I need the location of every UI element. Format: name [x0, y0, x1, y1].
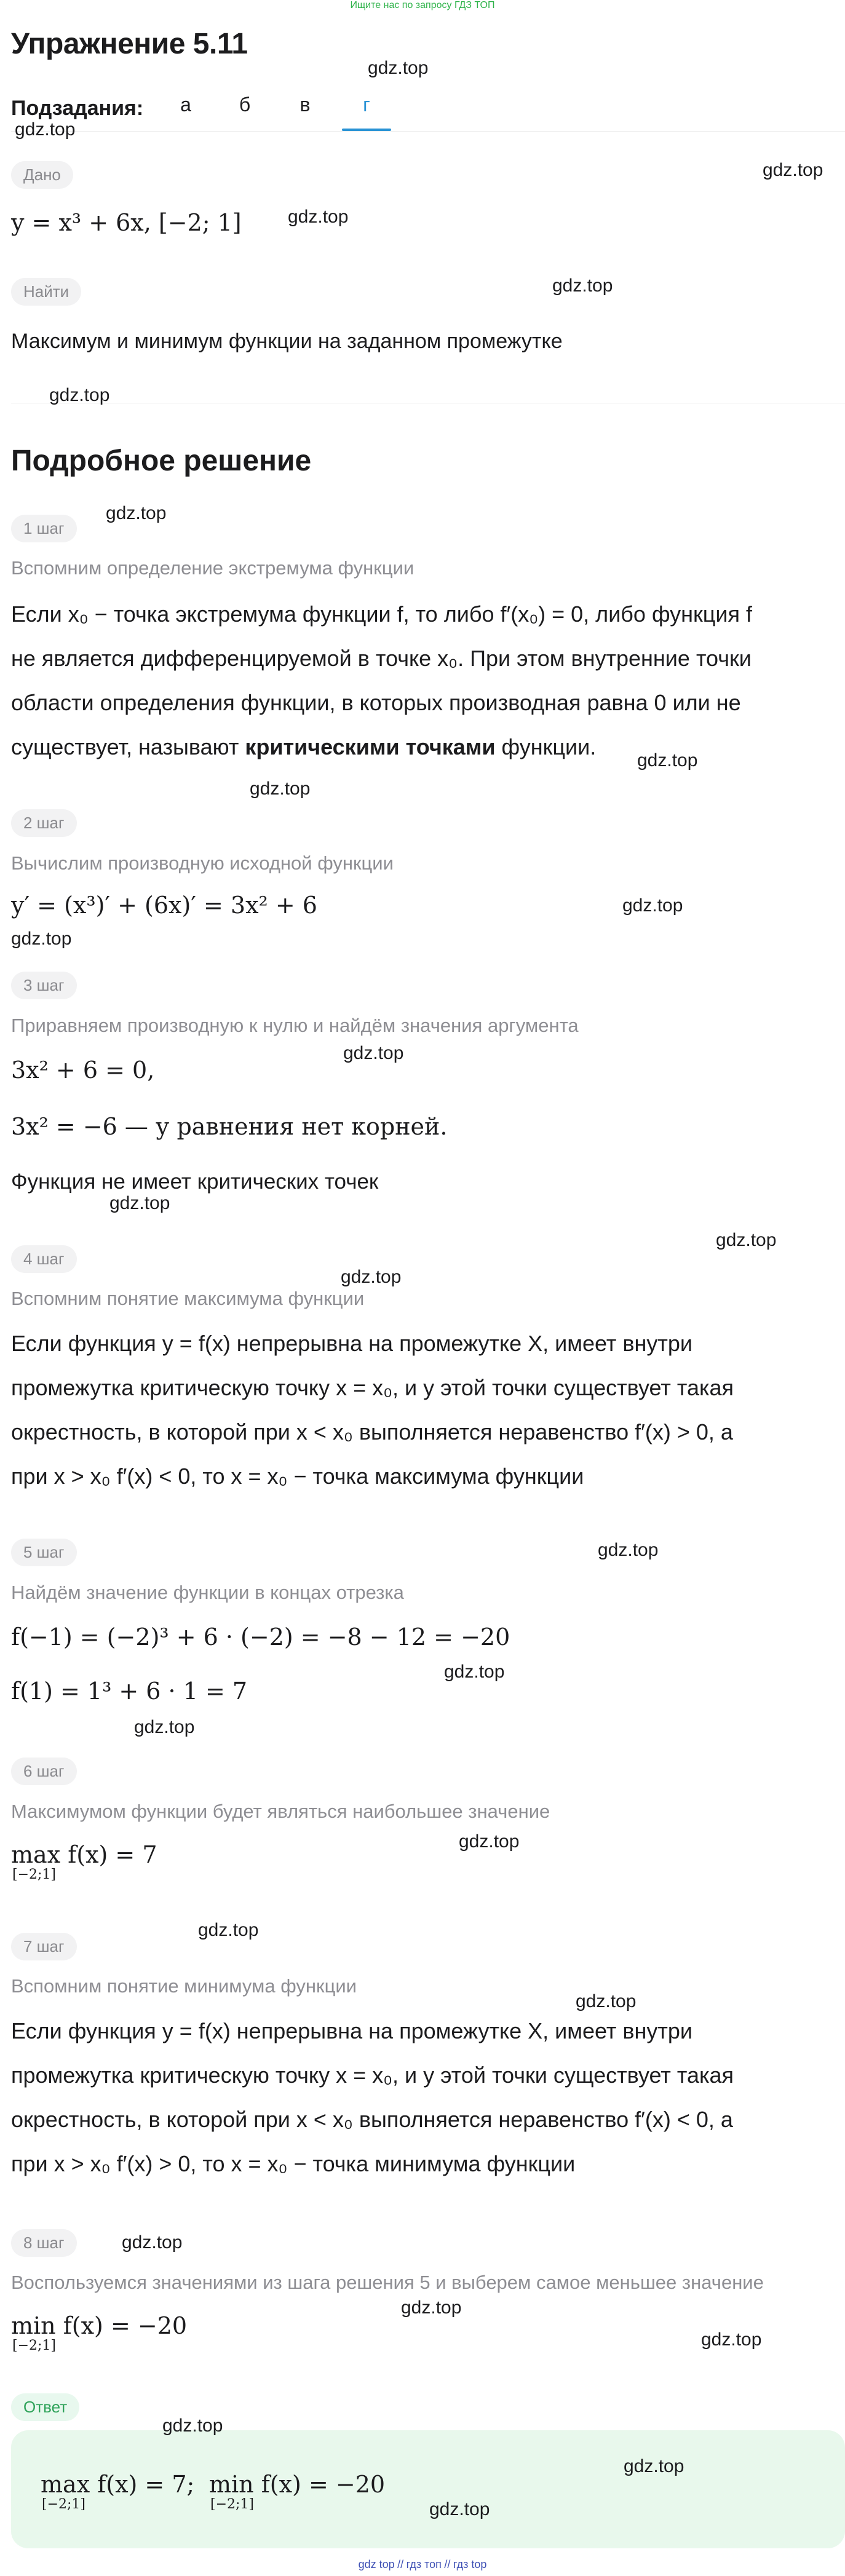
step-caption: Вспомним определение экстремума функции — [11, 557, 415, 579]
step-chip: 7 шаг — [11, 1933, 77, 1960]
answer-min: min f(x) = −20 — [209, 2471, 386, 2498]
text-line: при x > x₀ f′(x) < 0, то x = x₀ − точка максимума функции — [11, 1464, 584, 1489]
watermark: gdz.top — [701, 2329, 762, 2350]
step-caption: Вспомним понятие максимума функции — [11, 1288, 365, 1309]
watermark: gdz.top — [598, 1540, 659, 1560]
step-text — [11, 2009, 734, 2186]
watermark: gdz.top — [343, 1043, 404, 1063]
text-line: промежутка критическую точку x = x₀, и у этой точки существует такая — [11, 2063, 734, 2088]
footer-link[interactable]: gdz top — [358, 2558, 395, 2570]
watermark: gdz.top — [250, 779, 311, 799]
derivative-formula: y′ = (x³)′ + (6x)′ = 3x² + 6 — [11, 892, 317, 919]
step-chip: 1 шаг — [11, 515, 77, 542]
divider — [11, 131, 845, 132]
answer-chip: Ответ — [11, 2393, 79, 2421]
step-chip: 2 шаг — [11, 809, 77, 837]
watermark: gdz.top — [444, 1662, 505, 1682]
tab-a[interactable]: а — [180, 93, 191, 116]
min-formula: min f(x) = −20 — [11, 2312, 188, 2339]
tab-v[interactable]: в — [300, 93, 311, 116]
watermark: gdz.top — [341, 1267, 402, 1287]
footer-link[interactable]: гдз топ — [406, 2558, 442, 2570]
step-text — [11, 1322, 734, 1499]
tab-g[interactable]: г — [363, 93, 370, 116]
footer-separator: // — [397, 2558, 404, 2570]
text-line: не является дифференцируемой в точке x₀. При этом внутренние точки — [11, 646, 752, 671]
watermark: gdz.top — [106, 503, 167, 523]
given-formula: y = x³ + 6x, [−2; 1] — [11, 209, 242, 236]
step-caption: Вычислим производную исходной функции — [11, 852, 394, 874]
watermark: gdz.top — [198, 1920, 259, 1940]
subtasks-label: Подзадания: — [11, 97, 144, 120]
step-caption: Найдём значение функции в концах отрезка — [11, 1582, 404, 1603]
footer-links — [0, 2558, 845, 2571]
text-line: при x > x₀ f′(x) > 0, то x = x₀ − точка минимума функции — [11, 2151, 576, 2176]
interval-subscript: [−2;1] — [12, 1867, 57, 1882]
interval-subscript: [−2;1] — [42, 2497, 86, 2512]
step-text — [11, 592, 752, 769]
interval-subscript: [−2;1] — [210, 2497, 255, 2512]
conclusion-text: Функция не имеет критических точек — [11, 1170, 379, 1194]
interval-subscript: [−2;1] — [12, 2338, 57, 2353]
watermark: gdz.top — [622, 895, 683, 916]
answer-max: max f(x) = 7; — [41, 2471, 195, 2498]
step-caption: Вспомним понятие минимума функции — [11, 1975, 357, 1997]
text-line: области определения функции, в которых производная равна 0 или не — [11, 690, 741, 715]
max-formula: max f(x) = 7 — [11, 1841, 157, 1868]
find-text: Максимум и минимум функции на заданном промежутке — [11, 330, 563, 353]
footer-separator: // — [444, 2558, 451, 2570]
watermark: gdz.top — [134, 1717, 195, 1737]
text-line: Если x₀ − точка экстремума функции f, то либо f′(x₀) = 0, либо функция f — [11, 601, 753, 627]
footer-link[interactable]: гдз top — [453, 2558, 487, 2570]
text-line: Если функция y = f(x) непрерывна на промежутке X, имеет внутри — [11, 2018, 692, 2043]
critical-points-term: критическими точками — [245, 734, 496, 759]
page-title: Упражнение 5.11 — [11, 28, 248, 60]
step-chip: 8 шаг — [11, 2229, 77, 2257]
equation: 3x² + 6 = 0, — [11, 1056, 155, 1084]
watermark: gdz.top — [429, 2499, 490, 2519]
solution-title: Подробное решение — [11, 445, 312, 477]
step-caption: Приравняем производную к нулю и найдём значения аргумента — [11, 1015, 579, 1036]
given-chip: Дано — [11, 161, 73, 189]
step-caption: Воспользуемся значениями из шага решения 5 и выберем самое меньшее значение — [11, 2272, 764, 2293]
watermark: gdz.top — [624, 2456, 684, 2476]
tab-b[interactable]: б — [239, 93, 251, 116]
watermark: gdz.top — [763, 160, 823, 180]
watermark: gdz.top — [576, 1991, 637, 2011]
step-caption: Максимумом функции будет являться наибольшее значение — [11, 1801, 550, 1822]
watermark: gdz.top — [401, 2297, 462, 2318]
find-chip: Найти — [11, 278, 81, 306]
watermark: gdz.top — [637, 750, 698, 771]
watermark: gdz.top — [162, 2415, 223, 2436]
step-chip: 6 шаг — [11, 1758, 77, 1785]
text-line: промежутка критическую точку x = x₀, и у этой точки существует такая — [11, 1375, 734, 1400]
watermark: gdz.top — [109, 1193, 170, 1213]
watermark: gdz.top — [552, 275, 613, 296]
text-part: функции. — [495, 734, 597, 759]
watermark: gdz.top — [368, 58, 429, 78]
text-line: окрестность, в которой при x < x₀ выполняется неравенство f′(x) > 0, а — [11, 1419, 733, 1445]
watermark: gdz.top — [15, 119, 76, 140]
step-chip: 3 шаг — [11, 972, 77, 999]
watermark: gdz.top — [49, 385, 110, 405]
step-chip: 4 шаг — [11, 1245, 77, 1273]
text-line: Если функция y = f(x) непрерывна на промежутке X, имеет внутри — [11, 1331, 692, 1356]
search-banner[interactable]: Ищите нас по запросу ГДЗ ТОП — [350, 0, 495, 10]
watermark: gdz.top — [11, 929, 72, 949]
watermark: gdz.top — [122, 2232, 183, 2253]
watermark: gdz.top — [716, 1230, 777, 1250]
equation: f(1) = 1³ + 6 · 1 = 7 — [11, 1678, 248, 1705]
watermark: gdz.top — [288, 207, 349, 227]
watermark: gdz.top — [459, 1831, 520, 1852]
step-chip: 5 шаг — [11, 1539, 77, 1566]
text-part: существует, называют — [11, 734, 245, 759]
equation: f(−1) = (−2)³ + 6 · (−2) = −8 − 12 = −20 — [11, 1623, 510, 1651]
text-line: окрестность, в которой при x < x₀ выполняется неравенство f′(x) < 0, а — [11, 2107, 733, 2132]
equation: 3x² = −6 — у равнения нет корней. — [11, 1113, 448, 1140]
